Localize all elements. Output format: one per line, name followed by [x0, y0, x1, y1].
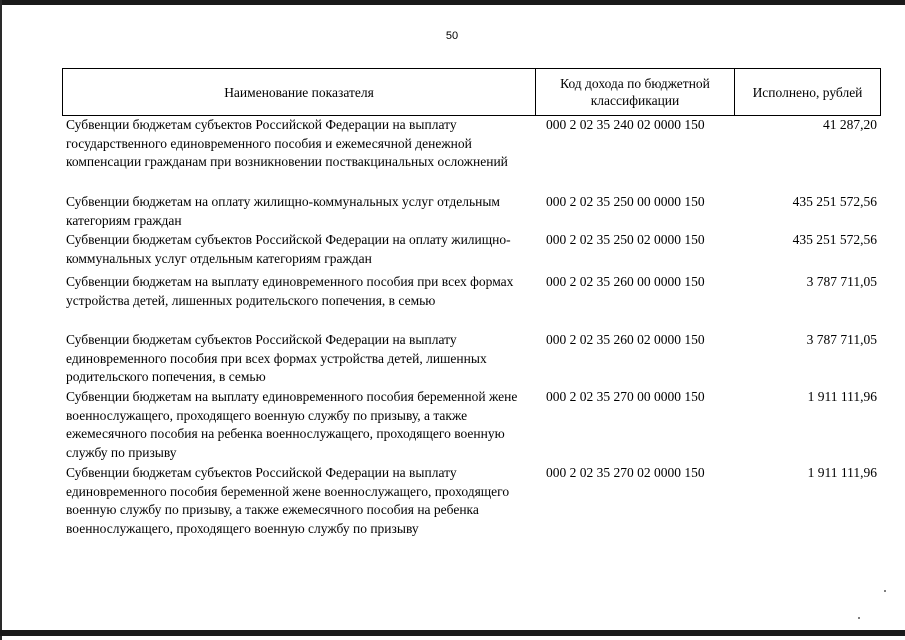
row-value: 1 911 111,96 — [807, 465, 877, 480]
row-code: 000 2 02 35 240 02 0000 150 — [546, 117, 705, 132]
row-name: Субвенции бюджетам субъектов Российской Федерации на выплату государственного единовременного пособия и ежемесячной денежной компенсации гражданам при возникновении поствакцинальных осложнений — [66, 117, 508, 169]
scan-edge-top — [0, 0, 905, 5]
row-code: 000 2 02 35 250 02 0000 150 — [546, 232, 705, 247]
row-code: 000 2 02 35 250 00 0000 150 — [546, 194, 705, 209]
row-name: Субвенции бюджетам на выплату единовременного пособия при всех формах устройства детей, лишенных родительского попечения, в семью — [66, 274, 514, 308]
column-header-name: Наименование показателя — [63, 69, 536, 115]
column-header-code: Код дохода по бюджетной классификации — [536, 69, 735, 115]
row-value: 41 287,20 — [823, 117, 877, 132]
row-name: Субвенции бюджетам на оплату жилищно-коммунальных услуг отдельным категориям граждан — [66, 194, 500, 228]
row-name: Субвенции бюджетам субъектов Российской Федерации на оплату жилищно-коммунальных услуг отдельным категориям граждан — [66, 232, 511, 266]
page-number: 50 — [445, 30, 459, 42]
row-name: Субвенции бюджетам субъектов Российской Федерации на выплату единовременного пособия беременной жене военнослужащего, проходящего военную службу по призыву, а также ежемесячного пособия на ребенка военнослужащего, проходящего военную службу по призыву — [66, 465, 510, 536]
row-name: Субвенции бюджетам субъектов Российской Федерации на выплату единовременного пособия при всех формах устройства детей, лишенных родительского попечения, в семью — [66, 332, 487, 384]
row-code: 000 2 02 35 260 02 0000 150 — [546, 332, 705, 347]
row-code: 000 2 02 35 260 00 0000 150 — [546, 274, 705, 289]
scan-edge-bottom — [0, 630, 905, 636]
row-code: 000 2 02 35 270 00 0000 150 — [546, 389, 705, 404]
scan-speck — [884, 590, 886, 592]
row-value: 435 251 572,56 — [792, 232, 877, 247]
table-header — [62, 68, 881, 116]
row-value: 435 251 572,56 — [792, 194, 877, 209]
column-header-executed: Исполнено, рублей — [752, 84, 863, 100]
row-code: 000 2 02 35 270 02 0000 150 — [546, 465, 705, 480]
row-value: 3 787 711,05 — [806, 332, 877, 347]
row-value: 1 911 111,96 — [807, 389, 877, 404]
scan-speck — [858, 617, 860, 619]
row-value: 3 787 711,05 — [806, 274, 877, 289]
scan-edge-left — [0, 0, 2, 640]
row-name: Субвенции бюджетам на выплату единовременного пособия беременной жене военнослужащего, проходящего военную службу по призыву, а также ежемесячного пособия на ребенка военнослужащего, проходящего военную службу по призыву — [66, 389, 518, 460]
